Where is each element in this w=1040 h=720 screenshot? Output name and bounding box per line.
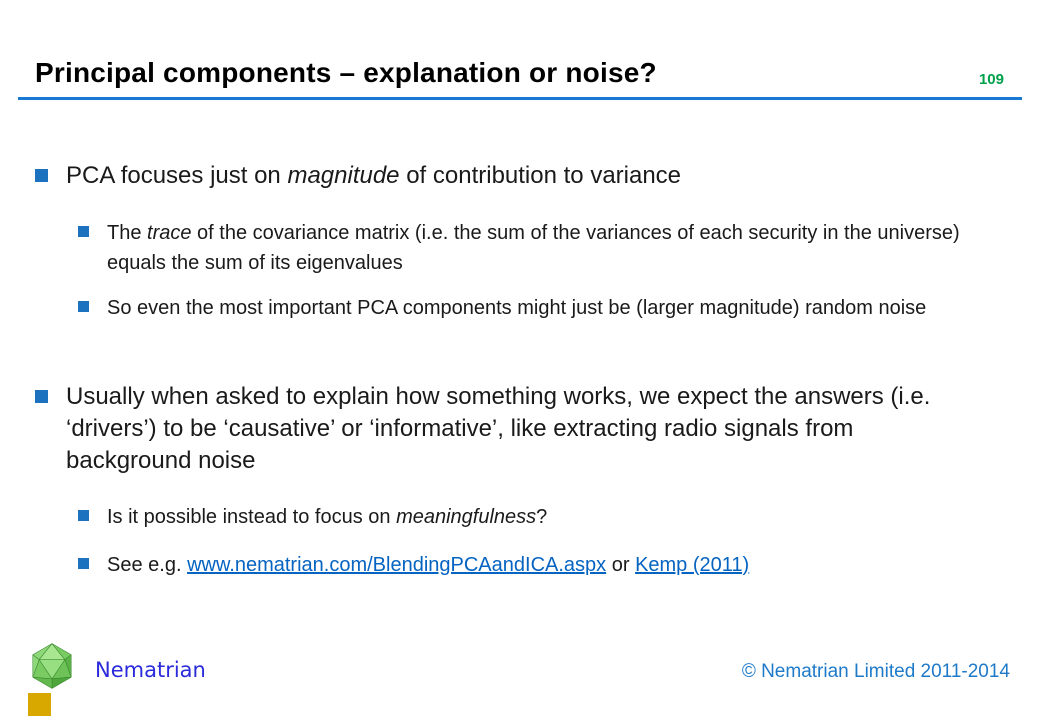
bullet-item-pca-magnitude xyxy=(0,160,1006,192)
link-kemp-2011[interactable]: Kemp (2011) xyxy=(635,554,750,576)
subbullet-text xyxy=(107,218,1007,278)
subbullet-item-references xyxy=(0,550,1017,580)
bullet-item-explain-drivers xyxy=(0,381,976,477)
bullet-square-icon xyxy=(78,226,89,237)
text-segment: PCA focuses just on xyxy=(66,162,288,189)
subbullet-item-trace xyxy=(0,218,1007,278)
subbullet-text xyxy=(107,502,1007,532)
bullet-square-icon xyxy=(35,169,48,182)
subbullet-item-meaningfulness xyxy=(0,502,1007,532)
title-underline xyxy=(18,97,1022,100)
bullet-square-icon xyxy=(78,510,89,521)
bullet-square-icon xyxy=(78,301,89,312)
subbullet-item-random-noise xyxy=(0,293,1007,323)
text-segment: The xyxy=(107,222,148,244)
link-blending-pca-ica[interactable]: www.nematrian.com/BlendingPCAandICA.aspx xyxy=(187,554,607,576)
text-segment-italic: trace xyxy=(147,222,192,244)
bullet-text xyxy=(66,160,1006,192)
text-segment: ? xyxy=(536,506,548,528)
text-segment: or xyxy=(606,554,636,576)
brand-wordmark: Nematrian xyxy=(95,658,206,682)
gold-accent-square xyxy=(28,693,51,716)
bullet-square-icon xyxy=(78,558,89,569)
copyright-text: © Nematrian Limited 2011-2014 xyxy=(741,661,1010,682)
text-segment: of the covariance matrix (i.e. the sum of the variances of each security in the universe) equals the sum of its eigenvalues xyxy=(107,222,960,274)
text-segment: See e.g. xyxy=(107,554,188,576)
nematrian-logo-icon xyxy=(28,639,76,698)
text-segment-italic: magnitude xyxy=(287,162,400,189)
bullet-square-icon xyxy=(35,390,48,403)
subbullet-text: So even the most important PCA components might just be (larger magnitude) random noise xyxy=(107,297,927,319)
text-segment-italic: meaningfulness xyxy=(396,506,537,528)
bullet-text: Usually when asked to explain how something works, we expect the answers (i.e. ‘drivers’) to be ‘causative’ or ‘informative’, like extracting radio signals from background noise xyxy=(66,383,931,474)
page-title: Principal components – explanation or noise? xyxy=(35,57,657,88)
text-segment: Is it possible instead to focus on xyxy=(107,506,397,528)
subbullet-text xyxy=(107,550,1017,580)
text-segment: of contribution to variance xyxy=(399,162,682,189)
page-number: 109 xyxy=(978,71,1004,88)
